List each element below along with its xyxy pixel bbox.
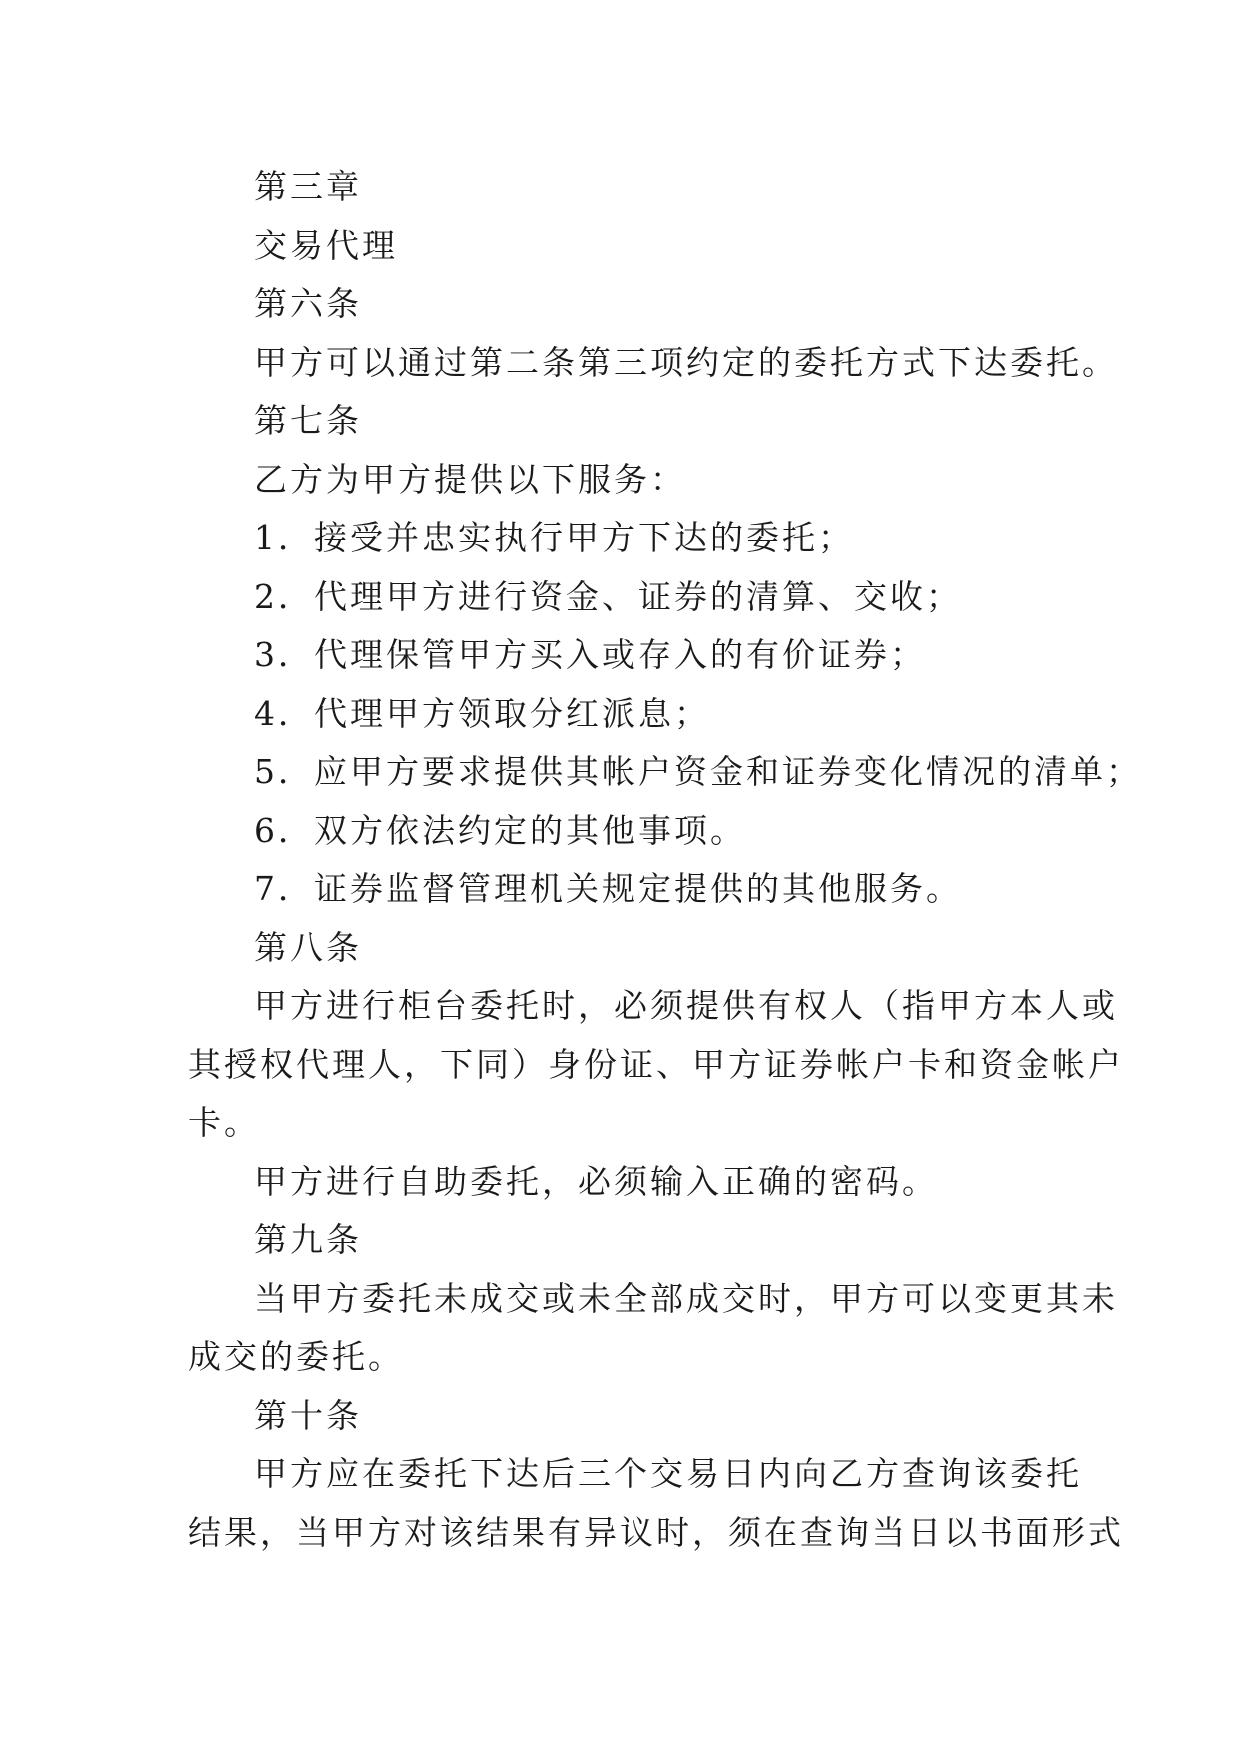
article-8-paragraph-1-line-3: 卡。: [188, 1103, 260, 1142]
article-9-heading: 第九条: [254, 1220, 362, 1259]
service-item-6: 6．双方依法约定的其他事项。: [254, 810, 746, 850]
article-10-text-line-1: 甲方应在委托下达后三个交易日内向乙方查询该委托: [254, 1454, 1082, 1493]
article-9-text-line-1: 当甲方委托未成交或未全部成交时，甲方可以变更其未: [254, 1278, 1118, 1318]
article-7-heading: 第七条: [254, 401, 362, 440]
service-item-2: 2．代理甲方进行资金、证券的清算、交收；: [254, 576, 962, 616]
article-9-text-line-2: 成交的委托。: [188, 1337, 404, 1376]
service-item-1: 1．接受并忠实执行甲方下达的委托；: [254, 518, 854, 557]
article-6-heading: 第六条: [254, 284, 362, 323]
article-8-paragraph-2: 甲方进行自助委托，必须输入正确的密码。: [254, 1161, 938, 1201]
article-8-paragraph-1-line-1: 甲方进行柜台委托时，必须提供有权人（指甲方本人或: [254, 986, 1118, 1025]
article-6-text: 甲方可以通过第二条第三项约定的委托方式下达委托。: [254, 342, 1118, 382]
article-10-text-line-2: 结果，当甲方对该结果有异议时，须在查询当日以书面形式: [188, 1512, 1124, 1552]
article-8-heading: 第八条: [254, 927, 362, 967]
document-body: [188, 158, 1142, 1562]
chapter-title: 交易代理: [254, 225, 398, 265]
service-item-5: 5．应甲方要求提供其帐户资金和证券变化情况的清单；: [254, 752, 1142, 791]
article-8-paragraph-1-line-2: 其授权代理人，下同）身份证、甲方证券帐户卡和资金帐户: [188, 1044, 1124, 1084]
service-item-3: 3．代理保管甲方买入或存入的有价证券；: [254, 635, 926, 674]
article-10-heading: 第十条: [254, 1395, 362, 1435]
service-item-4: 4．代理甲方领取分红派息；: [254, 693, 710, 733]
service-item-7: 7．证券监督管理机关规定提供的其他服务。: [254, 869, 962, 908]
article-7-intro: 乙方为甲方提供以下服务：: [254, 459, 686, 499]
chapter-heading: 第三章: [254, 167, 362, 206]
